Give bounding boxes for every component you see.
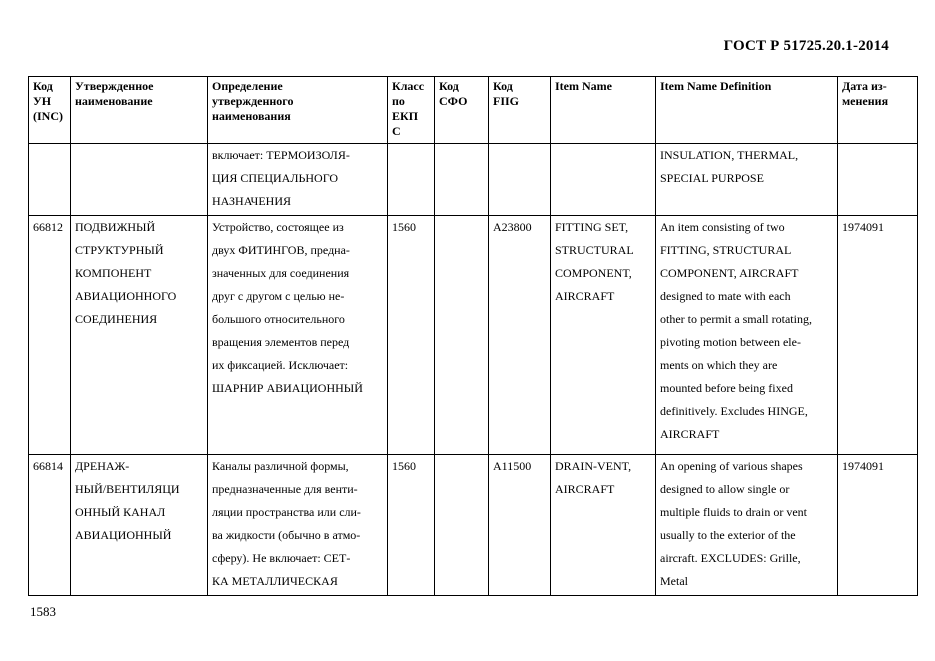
table-row <box>29 216 918 455</box>
cell-date: 1974091 <box>838 455 918 596</box>
column-header-item-definition: Item Name Definition <box>656 77 838 144</box>
cell-sfo <box>435 216 489 455</box>
column-header-item-name: Item Name <box>551 77 656 144</box>
cell-class: 1560 <box>388 455 435 596</box>
table-row <box>29 144 918 216</box>
cell-inc: 66812 <box>29 216 71 455</box>
cell-fiig <box>489 144 551 216</box>
cell-item-name <box>551 144 656 216</box>
cell-sfo <box>435 144 489 216</box>
cell-item-definition: INSULATION, THERMAL, SPECIAL PURPOSE <box>656 144 838 216</box>
cell-class: 1560 <box>388 216 435 455</box>
column-header-definition: Определение утвержденного наименования <box>208 77 388 144</box>
page-number: 1583 <box>30 604 56 619</box>
column-header-class: Класс по ЕКП С <box>388 77 435 144</box>
column-header-approved-name: Утвержденное наименование <box>71 77 208 144</box>
cell-sfo <box>435 455 489 596</box>
cell-inc <box>29 144 71 216</box>
cell-item-name: FITTING SET, STRUCTURAL COMPONENT, AIRCRAFT <box>551 216 656 455</box>
cell-definition: Каналы различной формы, предназначенные для венти- ляции пространства или сли- ва жидкости (обычно в атмо- сферу). Не включает: СЕТ- КА МЕТАЛЛИЧЕСКАЯ <box>208 455 388 596</box>
column-header-inc: Код УН (INC) <box>29 77 71 144</box>
cell-approved-name <box>71 144 208 216</box>
standard-code: ГОСТ Р 51725.20.1-2014 <box>723 38 889 54</box>
cell-fiig: A11500 <box>489 455 551 596</box>
cell-date: 1974091 <box>838 216 918 455</box>
table-header-row <box>29 77 918 144</box>
column-header-fiig: Код FIIG <box>489 77 551 144</box>
cell-definition: Устройство, состоящее из двух ФИТИНГОВ, предна- значенных для соединения друг с другом с целью не- большого относительного вращения элементов перед их фиксацией. Исключает: ШАРНИР АВИАЦИОННЫЙ <box>208 216 388 455</box>
cell-class <box>388 144 435 216</box>
cell-approved-name: ПОДВИЖНЫЙ СТРУКТУРНЫЙ КОМПОНЕНТ АВИАЦИОННОГО СОЕДИНЕНИЯ <box>71 216 208 455</box>
table-row <box>29 455 918 596</box>
cell-item-definition: An opening of various shapes designed to allow single or multiple fluids to drain or vent usually to the exterior of the aircraft. EXCLUDES: Grille, Metal <box>656 455 838 596</box>
cell-fiig: A23800 <box>489 216 551 455</box>
catalog-table <box>28 76 918 596</box>
cell-item-definition: An item consisting of two FITTING, STRUCTURAL COMPONENT, AIRCRAFT designed to mate with each other to permit a small rotating, pivoting motion between ele- ments on which they are mounted before being fixed definitively. Excludes HINGE, AIRCRAFT <box>656 216 838 455</box>
column-header-date: Дата из- менения <box>838 77 918 144</box>
cell-definition: включает: ТЕРМОИЗОЛЯ- ЦИЯ СПЕЦИАЛЬНОГО НАЗНАЧЕНИЯ <box>208 144 388 216</box>
cell-approved-name: ДРЕНАЖ- НЫЙ/ВЕНТИЛЯЦИ ОННЫЙ КАНАЛ АВИАЦИОННЫЙ <box>71 455 208 596</box>
column-header-sfo: Код СФО <box>435 77 489 144</box>
cell-item-name: DRAIN-VENT, AIRCRAFT <box>551 455 656 596</box>
cell-date <box>838 144 918 216</box>
cell-inc: 66814 <box>29 455 71 596</box>
